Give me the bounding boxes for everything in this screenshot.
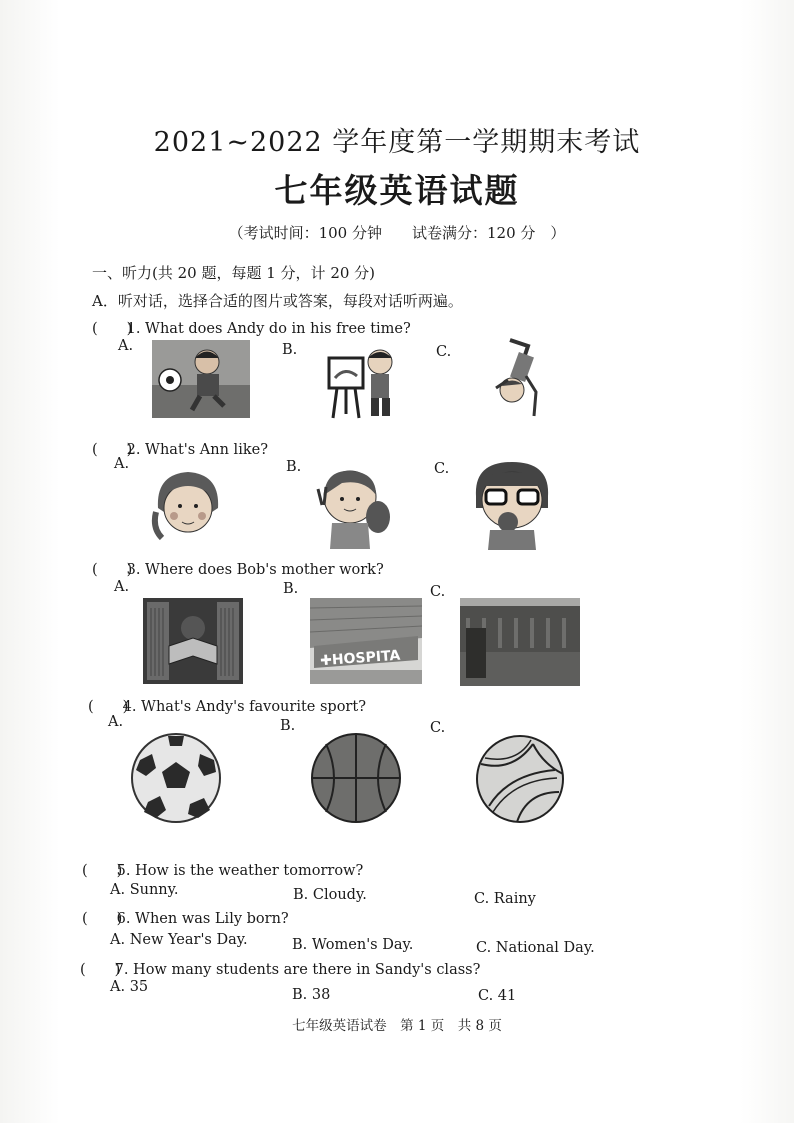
option-label: C. xyxy=(430,720,446,736)
option-b: B. Women's Day. xyxy=(292,937,414,953)
hospital-sign: ✚HOSPITA xyxy=(319,647,401,670)
option-label: C. xyxy=(434,461,450,477)
answer-paren[interactable]: ( ) xyxy=(92,321,133,337)
library-picture xyxy=(143,598,243,684)
answer-paren[interactable]: ( ) xyxy=(82,911,123,927)
basketball-picture xyxy=(308,732,404,824)
answer-paren[interactable]: ( ) xyxy=(92,562,133,578)
question-5 xyxy=(82,859,363,880)
option-c: C. Rainy xyxy=(474,891,536,907)
question-4 xyxy=(88,695,366,716)
soccer-ball-picture xyxy=(128,732,224,824)
girl-ponytail-picture xyxy=(312,465,394,551)
answer-paren[interactable]: ( ) xyxy=(92,442,133,458)
option-label: B. xyxy=(286,459,302,475)
exam-subtitle: 七年级英语试题 xyxy=(274,171,520,210)
option-label: C. xyxy=(430,584,446,600)
hospital-picture xyxy=(310,598,422,684)
question-6 xyxy=(82,907,289,928)
part-a-instruction: A．听对话，选择合适的图片或答案，每段对话听两遍。 xyxy=(92,292,463,310)
volleyball-picture xyxy=(473,734,567,824)
school-picture xyxy=(460,598,580,686)
question-text: 6. When was Lily born? xyxy=(116,911,289,927)
boy-breakdancing-picture xyxy=(490,336,550,422)
answer-paren[interactable]: ( ) xyxy=(88,699,129,715)
boy-playing-soccer-picture xyxy=(152,340,250,418)
option-label: A. xyxy=(114,579,130,595)
option-a: A. Sunny. xyxy=(110,882,179,898)
option-label: B. xyxy=(280,718,296,734)
question-text: 1. What does Andy do in his free time? xyxy=(126,321,411,337)
question-text: 4. What's Andy's favourite sport? xyxy=(122,699,366,715)
question-text: 2. What's Ann like? xyxy=(126,442,268,458)
question-7 xyxy=(80,958,480,979)
girl-short-hair-picture xyxy=(150,468,226,542)
option-label: A. xyxy=(114,456,130,472)
question-3 xyxy=(92,558,384,579)
option-a: A. New Year's Day. xyxy=(110,932,248,948)
option-c: C. National Day. xyxy=(476,940,595,956)
boy-painting-picture xyxy=(325,348,405,420)
page-footer: 七年级英语试卷 第 1 页 共 8 页 xyxy=(292,1018,502,1034)
option-label: B. xyxy=(283,581,299,597)
question-text: 5. How is the weather tomorrow? xyxy=(116,863,364,879)
option-label: B. xyxy=(282,342,298,358)
answer-paren[interactable]: ( ) xyxy=(82,863,123,879)
option-a: A. 35 xyxy=(110,979,149,995)
girl-glasses-picture xyxy=(470,460,554,552)
question-1 xyxy=(92,317,411,338)
question-text: 3. Where does Bob's mother work? xyxy=(126,562,384,578)
question-text: 7. How many students are there in Sandy's class? xyxy=(114,962,481,978)
option-b: B. Cloudy. xyxy=(293,887,367,903)
option-label: A. xyxy=(108,714,124,730)
answer-paren[interactable]: ( ) xyxy=(80,962,121,978)
exam-title: 2021~2022 学年度第一学期期末考试 xyxy=(153,127,641,158)
option-label: A. xyxy=(118,338,134,354)
option-label: C. xyxy=(436,344,452,360)
option-b: B. 38 xyxy=(292,987,331,1003)
section-heading: 一、听力(共 20 题，每题 1 分，计 20 分) xyxy=(92,264,376,282)
option-c: C. 41 xyxy=(478,988,517,1004)
exam-info: （考试时间：100 分钟 试卷满分：120 分 ） xyxy=(228,224,566,242)
